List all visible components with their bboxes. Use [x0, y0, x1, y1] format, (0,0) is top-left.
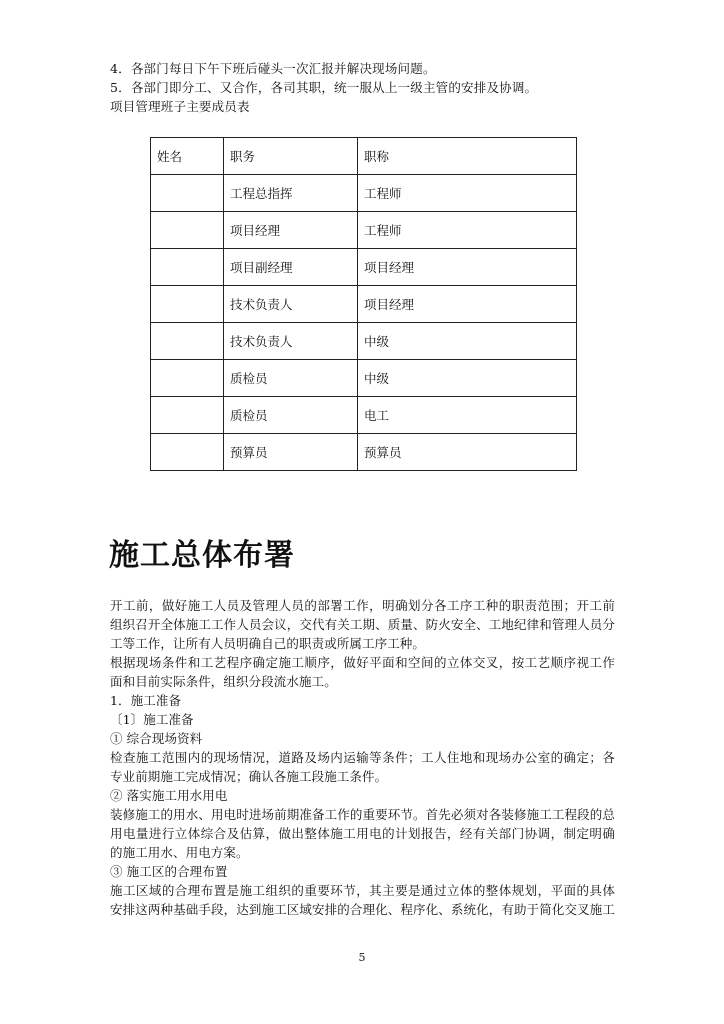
- item-heading: ① 综合现场资料: [110, 731, 203, 746]
- table-row: [151, 360, 577, 397]
- body-line: 检查施工范围内的现场情况，道路及场内运输等条件；工人住地和现场办公室的确定；各: [110, 750, 615, 765]
- cell-name: [151, 286, 224, 323]
- cell-name: [151, 212, 224, 249]
- cell-title: 工程师: [358, 175, 577, 212]
- table-row: [151, 212, 577, 249]
- item-heading: ③ 施工区的合理布置: [110, 864, 228, 879]
- sub-heading: 〔1〕施工准备: [110, 712, 194, 727]
- cell-name: [151, 323, 224, 360]
- cell-position: 技术负责人: [224, 286, 358, 323]
- body-line: 用电量进行立体综合及估算，做出整体施工用电的计划报告，经有关部门协调，制定明确: [110, 826, 615, 841]
- cell-title: 项目经理: [358, 286, 577, 323]
- table-caption: 项目管理班子主要成员表: [110, 99, 250, 114]
- body-line: 专业前期施工完成情况；确认各施工段施工条件。: [110, 769, 388, 784]
- cell-title: 中级: [358, 323, 577, 360]
- section-heading: 施工总体布署: [109, 538, 295, 573]
- table-row: [151, 434, 577, 471]
- body-line: 面和目前实际条件，组织分段流水施工。: [110, 674, 337, 689]
- cell-title: 中级: [358, 360, 577, 397]
- page-number: 5: [358, 951, 366, 964]
- cell-position: 技术负责人: [224, 323, 358, 360]
- item-heading: ② 落实施工用水用电: [110, 788, 228, 803]
- cell-name: [151, 249, 224, 286]
- body-line: 工等工作，让所有人员明确自己的职责或所属工序工种。: [110, 636, 426, 651]
- table-row: [151, 323, 577, 360]
- cell-name: [151, 397, 224, 434]
- cell-position: 质检员: [224, 397, 358, 434]
- cell-position: 工程总指挥: [224, 175, 358, 212]
- header-title: 职称: [358, 138, 577, 175]
- cell-position: 项目副经理: [224, 249, 358, 286]
- cell-name: [151, 175, 224, 212]
- intro-line-4: 4．各部门每日下午下班后碰头一次汇报并解决现场问题。: [110, 61, 436, 76]
- cell-name: [151, 434, 224, 471]
- table-row: [151, 175, 577, 212]
- cell-title: 项目经理: [358, 249, 577, 286]
- cell-position: 质检员: [224, 360, 358, 397]
- body-line: 安排这两种基础手段，达到施工区域安排的合理化、程序化、系统化，有助于简化交叉施工: [110, 902, 615, 917]
- body-line: 施工区域的合理布置是施工组织的重要环节，其主要是通过立体的整体规划，平面的具体: [110, 883, 615, 898]
- table-row: [151, 286, 577, 323]
- body-line: 根据现场条件和工艺程序确定施工顺序，做好平面和空间的立体交叉，按工艺顺序视工作: [110, 655, 615, 670]
- body-line: 的施工用水、用电方案。: [110, 845, 249, 860]
- table-row: [151, 249, 577, 286]
- body-line: 开工前，做好施工人员及管理人员的部署工作，明确划分各工序工种的职责范围；开工前: [110, 598, 615, 613]
- header-name: 姓名: [151, 138, 224, 175]
- cell-title: 工程师: [358, 212, 577, 249]
- table-header-row: [151, 138, 577, 175]
- body-line: 装修施工的用水、用电时进场前期准备工作的重要环节。首先必须对各装修施工工程段的总: [110, 807, 615, 822]
- cell-position: 项目经理: [224, 212, 358, 249]
- header-position: 职务: [224, 138, 358, 175]
- cell-title: 电工: [358, 397, 577, 434]
- members-table: [150, 137, 577, 471]
- intro-line-5: 5．各部门即分工、又合作，各司其职，统一服从上一级主管的安排及协调。: [110, 80, 538, 95]
- body-line: 组织召开全体施工工作人员会议，交代有关工期、质量、防火安全、工地纪律和管理人员分: [110, 617, 615, 632]
- cell-title: 预算员: [358, 434, 577, 471]
- cell-name: [151, 360, 224, 397]
- cell-position: 预算员: [224, 434, 358, 471]
- list-heading: 1．施工准备: [110, 693, 182, 708]
- table-row: [151, 397, 577, 434]
